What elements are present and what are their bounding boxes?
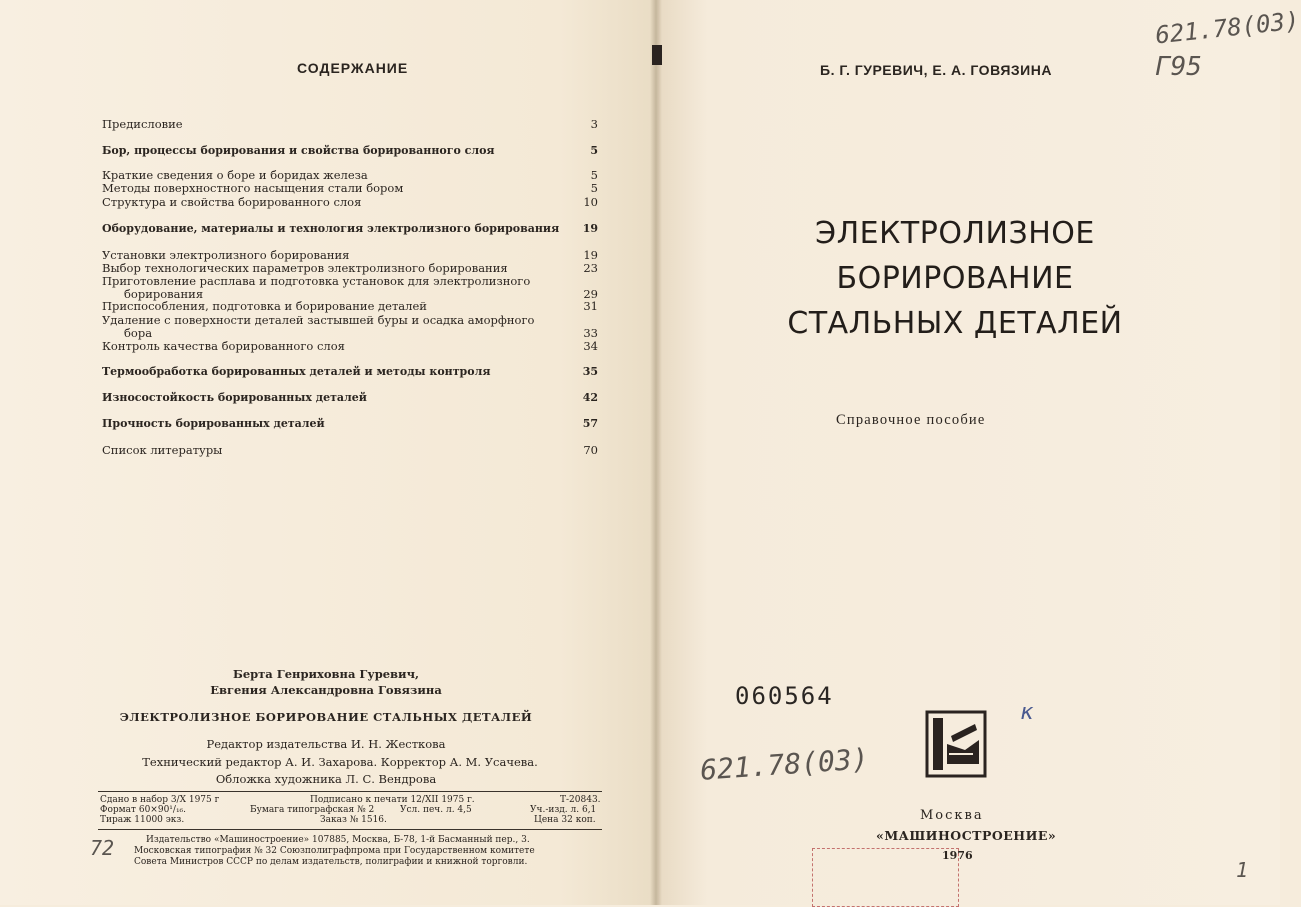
toc-entry-title: Износостойкость борированных деталей xyxy=(102,391,367,404)
toc-entry-title: Установки электролизного борирования xyxy=(102,248,350,262)
cover-subtitle: Справочное пособие xyxy=(836,412,986,428)
toc-entry-title: Краткие сведения о боре и боридах железа xyxy=(102,168,368,182)
imprint-row1-col2: Подписано к печати 12/XII 1975 г. xyxy=(310,795,475,805)
toc-entry-page: 5 xyxy=(590,144,598,157)
page-fold xyxy=(650,0,662,905)
toc-entry xyxy=(102,117,598,131)
toc-entry-title: Предисловие xyxy=(102,117,183,131)
imprint-row1-col3: Т-20843. xyxy=(560,795,601,805)
toc-entry-title-continued: борирования xyxy=(124,287,204,301)
toc-entry-page: 5 xyxy=(590,168,598,182)
handwritten-page-number: 1 xyxy=(1236,858,1249,882)
imprint-cover-artist: Обложка художника Л. С. Вендрова xyxy=(215,772,437,786)
toc-entry xyxy=(102,168,598,182)
toc-entry-page: 70 xyxy=(583,443,598,457)
toc-entry-title: Список литературы xyxy=(102,443,223,457)
toc-entry-title: Удаление с поверхности деталей застывшей буры и осадка аморфного xyxy=(102,313,535,327)
cover-year: 1976 xyxy=(942,849,973,862)
imprint-committee-line: Совета Министров СССР по делам издательств, полиграфии и книжной торговли. xyxy=(134,857,528,867)
imprint-editor: Редактор издательства И. Н. Жесткова xyxy=(206,737,446,751)
imprint-author-2: Евгения Александровна Говязина xyxy=(210,683,442,697)
toc-entry-page: 31 xyxy=(583,299,598,313)
toc-entry-page: 3 xyxy=(590,117,598,131)
toc-entry xyxy=(102,417,598,431)
handwritten-author-mark: Г95 xyxy=(1155,52,1202,82)
toc-entry xyxy=(102,195,598,209)
imprint-row3-col2: Заказ № 1516. xyxy=(320,815,387,825)
imprint-row2-col1: Формат 60×90¹/₁₆. xyxy=(100,805,187,815)
cover-title-line-1: ЭЛЕКТРОЛИЗНОЕ xyxy=(815,216,1095,251)
cover-authors: Б. Г. ГУРЕВИЧ, Е. А. ГОВЯЗИНА xyxy=(820,62,1052,78)
toc-entry xyxy=(102,339,598,353)
toc-entry xyxy=(102,313,598,340)
toc-entry xyxy=(102,365,598,379)
toc-entry-title: Прочность борированных деталей xyxy=(102,417,325,430)
cover-title-line-2: БОРИРОВАНИЕ xyxy=(836,261,1074,296)
handwritten-class-bottom: 621.78(03) xyxy=(699,742,870,787)
toc-entry xyxy=(102,299,598,313)
cover-city: Москва xyxy=(920,808,984,823)
binding-mark xyxy=(652,45,662,65)
toc-entry-title: Термообработка борированных деталей и методы контроля xyxy=(102,365,491,378)
toc-entry-title: Методы поверхностного насыщения стали бором xyxy=(102,181,404,195)
toc-entry-title: Приготовление расплава и подготовка установок для электролизного xyxy=(102,274,531,288)
handwritten-k: к xyxy=(1020,700,1034,725)
toc-entry-page: 5 xyxy=(590,181,598,195)
imprint-row3-col3: Цена 32 коп. xyxy=(534,815,596,825)
toc-entry-title: Контроль качества борированного слоя xyxy=(102,339,345,353)
toc-entry-title: Структура и свойства борированного слоя xyxy=(102,195,362,209)
toc-entry-page: 57 xyxy=(582,417,598,430)
toc-entry xyxy=(102,274,598,301)
toc-heading: СОДЕРЖАНИЕ xyxy=(297,60,409,76)
toc-entry-page: 35 xyxy=(582,365,598,378)
imprint-tech-editor: Технический редактор А. И. Захарова. Корректор А. М. Усачева. xyxy=(142,755,538,769)
toc-entry-title-continued: бора xyxy=(124,326,153,340)
handwritten-class-top: 621.78(03) xyxy=(1153,6,1301,50)
toc-entry-page: 23 xyxy=(583,261,598,275)
library-stamp xyxy=(812,848,959,907)
toc-entry-page: 29 xyxy=(583,287,598,301)
imprint-row1-col1: Сдано в набор 3/X 1975 г xyxy=(100,795,220,805)
imprint-row2-col3: Усл. печ. л. 4,5 xyxy=(400,805,472,815)
toc-entry-page: 42 xyxy=(582,391,598,404)
toc-entry-page: 33 xyxy=(583,326,598,340)
imprint-title: ЭЛЕКТРОЛИЗНОЕ БОРИРОВАНИЕ СТАЛЬНЫХ ДЕТАЛЕЙ xyxy=(119,710,533,724)
toc-entry xyxy=(102,144,598,158)
cover-publisher: «МАШИНОСТРОЕНИЕ» xyxy=(876,828,1057,843)
toc-entry xyxy=(102,181,598,195)
toc-entry xyxy=(102,261,598,275)
imprint-row3-col1: Тираж 11000 экз. xyxy=(100,815,185,825)
toc-entry-title: Оборудование, материалы и технология электролизного борирования xyxy=(102,222,560,235)
imprint-row2-col2: Бумага типографская № 2 xyxy=(250,805,375,815)
toc-entry-title: Бор, процессы борирования и свойства борированного слоя xyxy=(102,144,495,157)
inventory-number: 060564 xyxy=(735,682,834,710)
imprint-rule-bottom xyxy=(98,829,602,830)
handwritten-note: 72 xyxy=(90,836,115,860)
toc-entry xyxy=(102,248,598,262)
imprint-publisher-line: Издательство «Машиностроение» 107885, Москва, Б-78, 1-й Басманный пер., 3. xyxy=(146,835,530,845)
toc-entry xyxy=(102,443,598,457)
imprint-row2-col4: Уч.-изд. л. 6,1 xyxy=(530,805,597,815)
cover-title-line-3: СТАЛЬНЫХ ДЕТАЛЕЙ xyxy=(787,306,1123,341)
toc-entry-page: 19 xyxy=(582,222,598,235)
toc-entry-title: Выбор технологических параметров электролизного борирования xyxy=(102,261,508,275)
imprint-rule-top xyxy=(98,791,602,792)
imprint-printer-line: Московская типография № 32 Союзполиграфпрома при Государственном комитете xyxy=(134,846,535,856)
toc-entry-page: 19 xyxy=(583,248,598,262)
toc-entry xyxy=(102,222,598,236)
imprint-author-1: Берта Генриховна Гуревич, xyxy=(233,667,419,681)
toc-entry-page: 34 xyxy=(583,339,598,353)
publisher-logo-icon xyxy=(925,710,987,778)
toc-entry-page: 10 xyxy=(583,195,598,209)
toc-entry-title: Приспособления, подготовка и борирование деталей xyxy=(102,299,427,313)
toc-entry xyxy=(102,391,598,405)
